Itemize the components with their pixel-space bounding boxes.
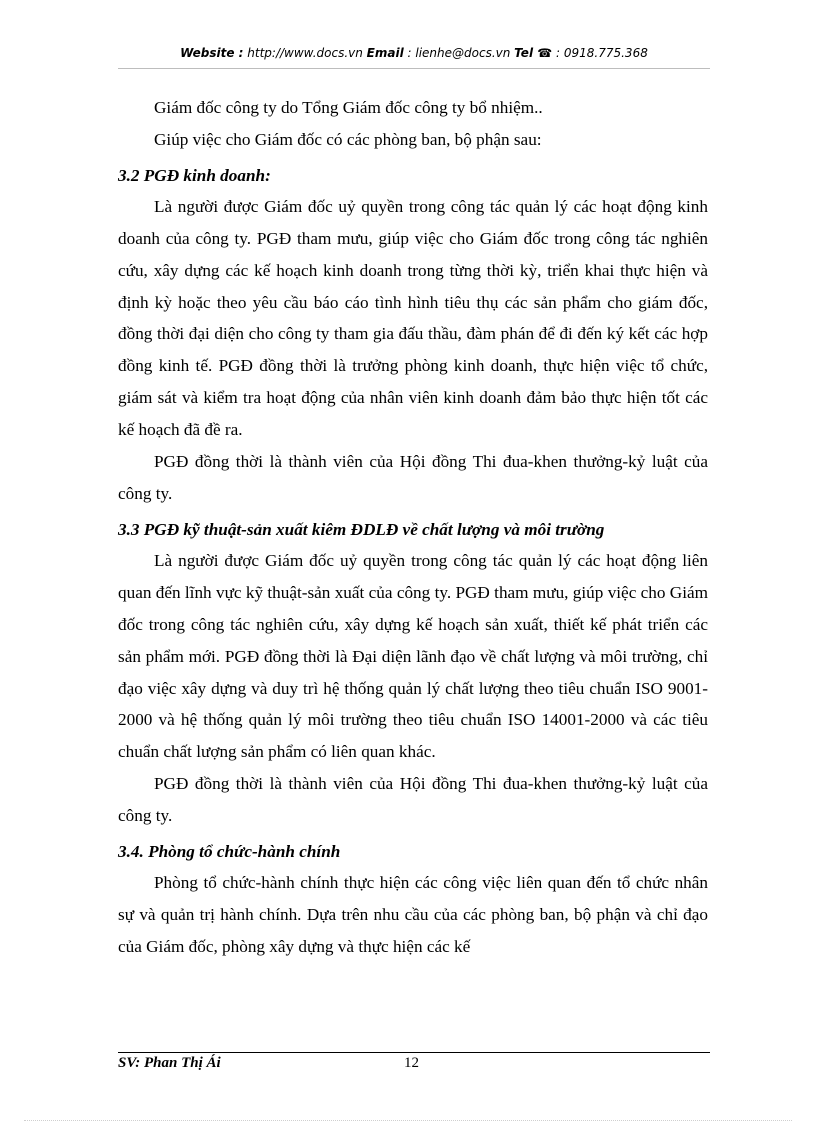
footer-divider (118, 1052, 710, 1053)
section-3-2-paragraph-2: PGĐ đồng thời là thành viên của Hội đồng Thi đua-khen thưởng-kỷ luật của công ty. (118, 452, 708, 503)
footer-author: SV: Phan Thị Ái (118, 1055, 221, 1071)
section-3-4-paragraph-1: Phòng tổ chức-hành chính thực hiện các công việc liên quan đến tổ chức nhân sự và quản trị hành chính. Dựa trên nhu cầu của các phòng ban, bộ phận và chỉ đạo của Giám đốc, phòng xây dựng và thực hiện các kế (118, 873, 708, 956)
email-value: : lienhe@docs.vn (403, 46, 515, 60)
email-label: Email (366, 46, 404, 60)
page-header (118, 46, 710, 69)
section-3-3-paragraph-1: Là người được Giám đốc uỷ quyền trong công tác quản lý các hoạt động liên quan đến lĩnh vực kỹ thuật-sản xuất của công ty. PGĐ tham mưu, giúp việc cho Giám đốc trong công tác nghiên cứu, xây dựng kế hoạch sản xuất, thiết kế phát triển các sản phẩm mới. PGĐ đồng thời là Đại diện lãnh đạo về chất lượng và môi trường, chỉ đạo việc xây dựng và duy trì hệ thống quản lý chất lượng theo tiêu chuẩn ISO 9001-2000 và hệ thống quản lý môi trường theo tiêu chuẩn ISO 14001-2000 và các tiêu chuẩn chất lượng sản phẩm có liên quan khác. (118, 550, 708, 762)
tel-value: : 0918.775.368 (552, 46, 648, 60)
section-3-3-paragraph-2: PGĐ đồng thời là thành viên của Hội đồng Thi đua-khen thưởng-kỷ luật của công ty. (118, 774, 708, 826)
section-heading-3-4: 3.4. Phòng tổ chức-hành chính (118, 842, 341, 862)
document-body (118, 92, 708, 963)
website-label: Website : (180, 46, 244, 60)
page-number: 12 (404, 1055, 419, 1071)
page-bottom-divider (24, 1120, 792, 1121)
section-heading-3-3: 3.3 PGĐ kỹ thuật-sản xuất kiêm ĐDLĐ về chất lượng và môi trường (118, 519, 605, 539)
website-value: http://www.docs.vn (243, 46, 367, 60)
intro-paragraph-2: Giúp việc cho Giám đốc có các phòng ban, bộ phận sau: (154, 129, 542, 149)
intro-paragraph-1: Giám đốc công ty do Tổng Giám đốc công ty bổ nhiệm.. (154, 98, 543, 117)
section-3-2-paragraph-1: Là người được Giám đốc uỷ quyền trong công tác quản lý các hoạt động kinh doanh của công ty. PGĐ tham mưu, giúp việc cho Giám đốc trong công tác nghiên cứu, xây dựng các kế hoạch kinh doanh trong từng thời kỳ, triển khai thực hiện và định kỳ hoặc theo yêu cầu báo cáo tình hình tiêu thụ các sản phẩm cho giám đốc, đồng thời đại diện cho công ty tham gia đấu thầu, đàm phán để đi đến ký kết các hợp đồng kinh tế. PGĐ đồng thời là trưởng phòng kinh doanh, thực hiện việc tổ chức, giám sát và kiểm tra hoạt động của nhân viên kinh doanh đảm bảo thực hiện tốt các kế hoạch đã đề ra. (118, 196, 708, 440)
tel-label: Tel ☎ (514, 46, 553, 60)
section-heading-3-2: 3.2 PGĐ kinh doanh: (118, 165, 271, 185)
